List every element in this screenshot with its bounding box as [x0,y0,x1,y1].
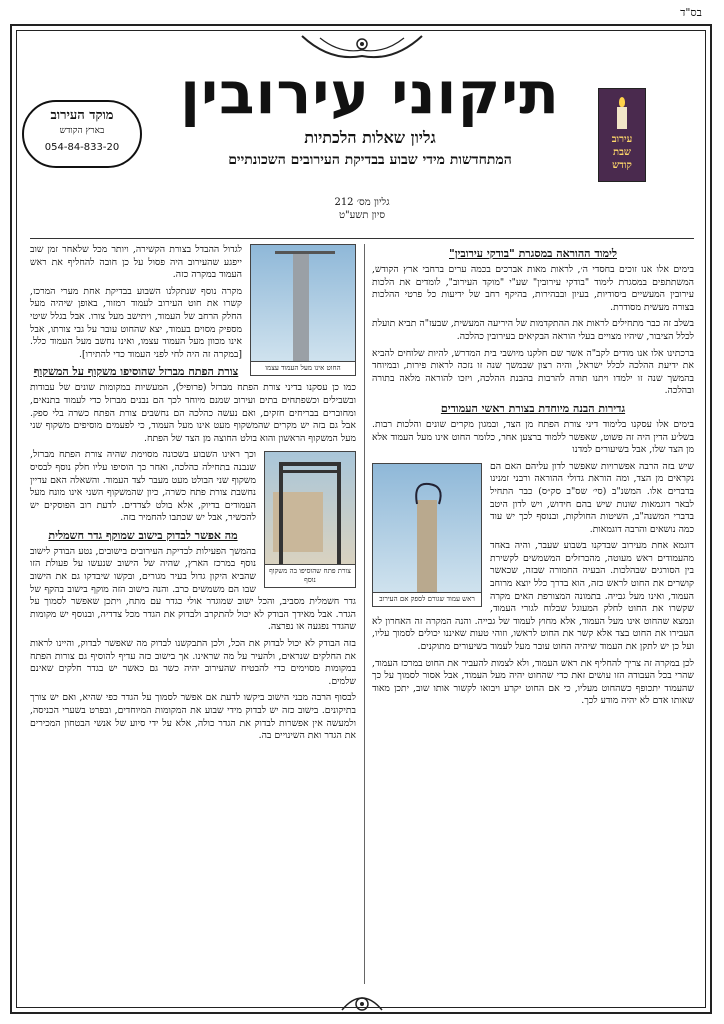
left-column [30,244,356,984]
masthead-tagline: המתחדשות מידי שבוע בבדיקת העירובים השכונתיים [228,152,512,168]
article-heading: גדירות הבנה מיוחדת בצורת ראשי העמודים [440,401,626,415]
gate-frame-figure [264,451,356,588]
traffic-pole-photo [251,245,355,361]
article-heading: צורת הפתח מברזל שהוסיפו משקוף על המשקוף [33,365,239,379]
logo-text-2: שבת [613,147,631,158]
article-paragraph: בשלב זה כבר מתחילים לראות את ההתקדמות של היריעה המעשית, שבעז"ה תביא תועלת לכלל הציבור, שיהיו מצויים בעלי הוראה הבקיאים בעירובין כהלכה. [372,318,694,342]
figure-caption: צורת פתח שהוסיפו בה משקוף נוסף [265,564,355,587]
pole-photo-figure [372,463,482,607]
pole-photo [373,464,481,592]
article-paragraph: מקרה נוסף שנתקלנו השבוע בבדיקת אחת מערי המרכז, קשרו את חוט העירוב לעמוד רמזור, באופן שיהיה מעל החלק הרחב של העמוד, ויתישב מעל צורו. אבל בגלל שיטי מספיק מסוים בעמוד, יצא שהחוט עובר על גבי צורתו, אבל אינו מכוון מעל העמוד עצמו, ואינו נחשב מעל העמוד כלל. [במקרה זה היה לחי לפני העמוד כדי להתירו]. [30,285,242,360]
article-paragraph: דוגמא אחת מעירוב שבדקנו בשבוע שעבר, והיה באחד מהעמודים ראש מעוטה, מהברזלים המשמשים לקשירת בין הסורגים שבהלכות. הבעיה החמורה שבזה, שכאשר קושרים את החוט לראש כזה, הוא בדרך כלל יוצא מרוחב העמוד, ואינו מעל גבייה. בתמונה המצורפת האים מקרה שקשרו את החוט לחלק המעוגל שבלוח לגורי העמוד, ונמצא שהחוט אינו מעל העמוד, אלא מחוץ לעמוד של גבייה. והנה המקרה זה האחרון לא העבירו את החוט בצד אלא קשר את החוט לראשו, וזוהי טעות שאיננו יכולים לסמוך עליו, ועל כן יש לתקן את העמוד שיהיה החוט עובר מעל לעמוד בשיעורים מתוקנים. [372,540,694,653]
issue-info [316,196,408,222]
bottom-ornament-icon [340,990,384,1014]
article-paragraph: לגדול ההבדל בצורת הקשירה, ויותר מכל שלאחר זמן שוב ייפגע שהעירוב היה פסול על כן חובה להחליף את ראש העמוד במקרה כזה. [30,244,242,281]
bsd-mark: בס"ד [680,6,702,19]
issue-number: גליון מס׳ 212 [334,197,390,208]
top-ornament-icon [300,32,424,62]
logo-text-1: עירוב [611,134,633,145]
masthead-subtitle: גליון שאלות הלכתיות [304,128,436,147]
article-heading: מה אפשר לבדוק בישוב שמוקף גדר חשמלית [48,528,238,542]
article-paragraph: לכן במקרה זה צריך להחליף את ראש העמוד, ולא לצמות להעביר את החוט במרכז העמוד, שהרי בכל העבודה הזו עושים זאת כדי שהחוט יהיה מעל העמוד, אבל אסור לסמוך על כך שהעמוד יתכופף כשהחוט מעליו, כי אם החוט יקרע ויבואו לקשור אותו שוב, יתכן מאוד שאותו אדם לא יהיה מודע לכך. [372,657,694,707]
issue-date: סיון תשע"ט [338,210,386,221]
figure-caption: החוט אינו מעל העמוד עצמו [251,361,355,375]
figure-caption: ראש עמוד שגורם לספק אם העירוב [373,592,481,606]
column-divider [364,244,365,984]
article-paragraph: בימים אלו אנו זוכים בחסדי ה׳, לראות מאות אברכים בכמה ערים ברחבי ארץ הקודש, המשתתפים במסגרת לימוד "בודקי עירובין" שע"י "מוקד העירוב", לומדים את הלכות עירובין המעשיים ביסודיות, בעיון ובבהירות, בהיקף רחב של ידיעות כל פרטי ההלכות בצורה מעשית מסודרת. [372,264,694,313]
page-title: תיקוני עירובין [180,59,560,127]
seal-phone: 054-84-833-20 [44,142,120,153]
article-heading: לימוד ההוראה במסגרת "בודקי עירובין" [448,247,617,260]
logo-text-3: קודש [612,160,632,171]
masthead [150,59,590,169]
traffic-pole-figure [250,244,356,376]
seal-stamp [22,100,142,168]
seal-line-1: מוקד העירוב [50,108,114,123]
header-rule [30,238,694,239]
right-column [372,244,694,984]
article-paragraph: לבסוף הרבה מבני הישוב ביקשו לדעת אם אפשר לסמוך על הגדר כפי שהיא, ואם יש צורך בתיקונים. בישוב כזה יש לבדוק מידי שבוע את המקומות המיוחדים, ובפרט בשערי הכניסה, ולמעשה אין אפשרות לבדוק את הגדר כולה, אלא על ידי סיוע של אנשי הבטחון המכירים את הגדר ואת השינויים בה. [30,692,356,742]
gate-frame-photo [265,452,355,564]
shabbat-candle-logo [598,88,646,182]
article-paragraph: בזה הבודק לא יכול לבדוק את הכל, ולכן התבקשנו לבדוק מה שאפשר לבדוק, והיינו לראות את החלקים שנראים, ולהעיר על מה שראינו. אך בישוב כזה עדיף להוסיף גם צורות הפתח במקומות מסוימים כדי להבטיח שהעירוב יהיה כשר גם כאשר יש בגדר חלקים שאינם שלמים. [30,638,356,687]
article-paragraph: כמו כן עסקנו בדיני צורת הפתח מברזל (פרופיל), המעשיות במקומות שונים של עבודות ובשבילים וכשפתחים בתים ועירוב שמנם מיוחד לכך הם נבנים מברזל כדי לעמוד בתנאים, ומחוברים בבריחים חזקים, ואם נעשה כהלכה הם נחשבים צורת הפתח כשרה בלי ספק. אבל גם בזה יש מקרים שהמשקוף מעט אינו מעל העמוד, כי לפעמים מוסיפים משקוף שני מעל המשקוף הראשון והוא בולט החוצה מן הצד של הפתח. [30,382,356,444]
article-paragraph: ברכתינו אלו אנו מודים לקב"ה אשר שם חלקנו מיושבי בית המדרש, להיות שלוחים להביא את ידיעת ההלכה לכלל ישראל, והיה רצון שבמשך שנה זו נזכה לראות פירות, ובמיוחד בהמשך שנה זו ילמדו ויתנו תודה להרבות בהבנת ההלכה, ויזכו להוראה מלאה בתורה ובהלכה. [372,347,694,397]
article-paragraph: וכך ראינו השבוע בשכונה מסוימת שהיה צורת הפתח מברזל, שנבנה בתחילה כהלכה, ואחר כך הוסיפו עליו חלק נוסף לבסיס משקוף שני הבולט מעט מעבר לצד העמוד. והשאלה האם עדיין נחשבת צורת פתח כשרה, כיון שהמשקוף השני אינו מונח מעל העמודים בדיוק, אלא בולט לצדדים. לדעת רוב הפוסקים יש להכשיר, אבל יש שכתבו להחמיר בזה. [30,449,256,524]
article-paragraph: בהמשך הפעילות לבדיקת העירובים בישובים, נטע הבודק לישוב נוסף במרכז הארץ, שהיה של הישוב שנעשו על פעולת הזו שהביא היקון גדול בעיר מגורים, ובקשו שיבדקו גם את הישוב שבו הם משמשים כרב. והנה בישוב הזה מוקף בישוב בהקף של גדר חשמלית מסביב, והכל ישוב שמוגדר אולי כגדר עם מתח, ויתכן שאפשר לסמוך על הגדר. אבל מאידך הבודק לא יכול להתקרב ולבדוק את הגדר מכל צדדיה, ובנוסף יש מקומות שהגדר נפגעה או נפרצה. [30,545,356,633]
article-paragraph: בימים אלו עסקנו בלימוד דיני צורת הפתח מן הצד, ובמגון מקרים שונים והלכות רבות. בשל׳ע הדין היה זה פשוט, שאפשר ללמוד ברצען אחר, כלומר החוט אינו מעל העמוד אלא מן הצד שלו, אבל בשיעורים למדנו [372,418,694,456]
article-paragraph: שיש בזה הרבה אפשרויות שאפשר לדון עליהם האם הם נקראים מן הצד, ומה הוראת גדולי ההוראה ורבני זמנינו בדברים אלו. המשנ"ב (סי׳ שס"ב סק״ס) כבר התחיל לבאר דוגמאות שונות שיש בהם חידוש, ויש לדון היטב בדברי המשנה"ב, השיטות החולקות, ובנוסף לכך יש עוד כמה נושאים והרבה דוגמאות. [490,460,694,535]
seal-line-2: בארץ הקודש [59,126,105,136]
